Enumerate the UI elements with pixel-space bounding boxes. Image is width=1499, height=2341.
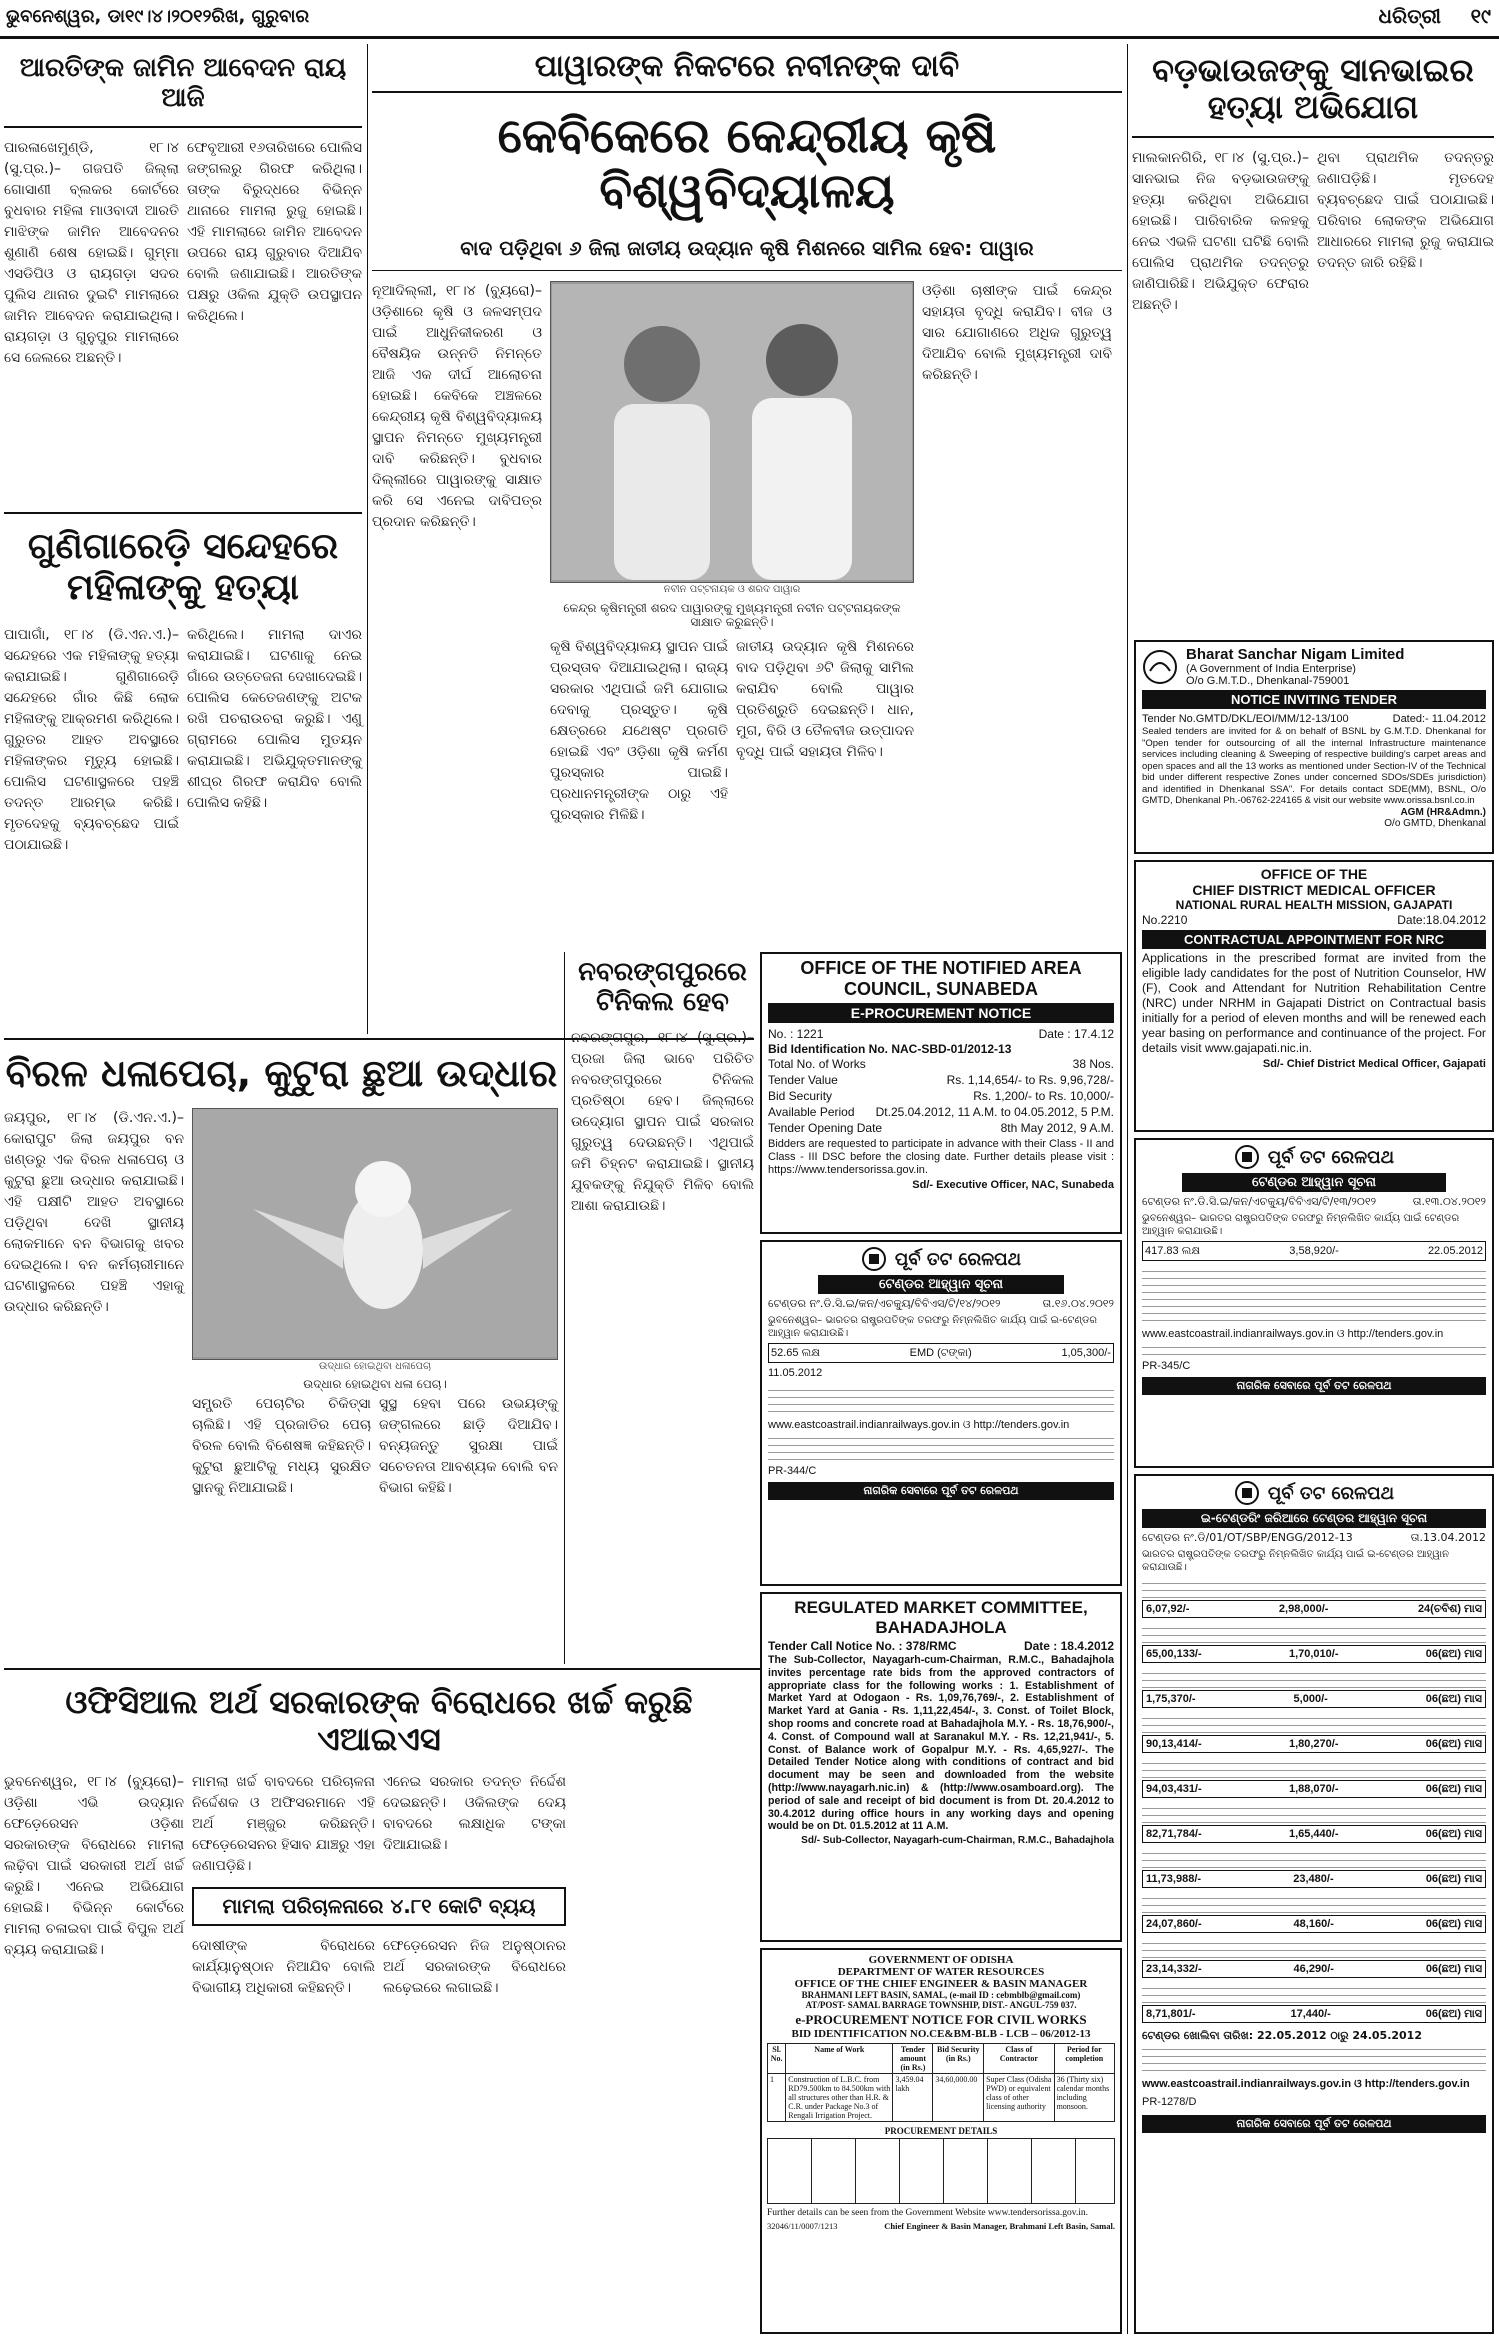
ias-sub-box: ମାମଲା ପରିଚାଳନାରେ ୪.୮୧ କୋଟି ବ୍ୟୟ: [192, 1887, 566, 1926]
story-ias: [4, 1672, 754, 2334]
railway3-subtitle: ଇ-ଟେଣ୍ଡରିଂ ଜରିଆରେ ଟେଣ୍ଡର ଆହ୍ୱାନ ସୂଚନା: [1142, 1509, 1486, 1528]
bsnl-bar: NOTICE INVITING TENDER: [1142, 690, 1486, 709]
railway3-cost: 11,73,988/-: [1146, 1873, 1202, 1885]
water-table-cell: 3,459.04 lakh: [893, 2074, 933, 2122]
railway3-cost: 1,75,370/-: [1146, 1693, 1196, 1705]
railway3-emd: 2,98,000/-: [1278, 1603, 1329, 1615]
railway3-period: 06(ଛଅ) ମାସ: [1425, 2008, 1482, 2020]
railway3-period: 06(ଛଅ) ମାସ: [1425, 1648, 1482, 1660]
nac-row: [768, 1104, 1114, 1120]
railway-logo-icon: [1234, 1480, 1260, 1506]
ias-body-col5: ଫେଡ଼େରେସନ ନିଜ ଅନୁଷ୍ଠାନର ଅର୍ଥ ସରକାରଙ୍କ ବିରୋଧରେ ଲଢ଼େଇରେ ଲଗାଇଛି।: [383, 1937, 571, 1996]
railway1-ref: ଟେଣ୍ଡର ନଂ.ଡି.ସି.ଇ/କନ/ଏଚକ୍ୟୁ/ବିବିଏସ/ଟି/୧୪/୨୦୧୨: [768, 1297, 1001, 1310]
subhead-naveen: ବାଦ ପଡ଼ିଥିବା ୬ ଜିଲା ଜାତୀୟ ଉଦ୍ୟାନ କୃଷି ମିଶନରେ ସାମିଲ ହେବ: ପାୱାର: [372, 233, 1122, 271]
bail-body-col2: ଫେବୃଆରୀ ୧୬ତାରିଖରେ ପୋଲିସ ଜଙ୍ଗଲରୁ ଗିରଫ କରିଥିଲା। ତାଙ୍କ ବିରୁଦ୍ଧରେ ବିଭିନ୍ନ ଥାନାରେ ମାମଲା ରୁଜୁ ହୋଇଛି। ଏହି ମାମଲାରେ ଜାମିନ ଆବେଦନ ଉପରେ ରାୟ ଗୁରୁବାର ଦିଆଯିବ ବୋଲି ଜଣାଯାଇଛି। ଆରତିଙ୍କ ପକ୍ଷରୁ ଓକିଲ ଯୁକ୍ତି ଉପସ୍ଥାପନ କରିଥିଲେ।: [187, 139, 367, 324]
page-header: [0, 0, 1499, 36]
cdmo-date: Date:18.04.2012: [1397, 913, 1486, 927]
ad-bsnl: [1134, 640, 1494, 854]
railway-logo-icon: [861, 1246, 887, 1272]
railway3-row: [1142, 1712, 1486, 1753]
railway3-date: ତା.13.04.2012: [1410, 1531, 1486, 1544]
railway2-cost: 417.83 ଲକ୍ଷ: [1145, 1245, 1201, 1257]
nac-row: [768, 1120, 1114, 1136]
kicker-naveen: ପାୱାରଙ୍କ ନିକଟରେ ନବୀନଙ୍କ ଦାବି: [372, 44, 1122, 93]
nac-title: OFFICE OF THE NOTIFIED AREA COUNCIL, SUNABEDA: [800, 958, 1082, 999]
railway3-footer: ନାଗରିକ ସେବାରେ ପୂର୍ବ ତଟ ରେଳପଥ: [1142, 2115, 1486, 2133]
nac-row-value: Rs. 1,200/- to Rs. 10,000/-: [973, 1089, 1114, 1103]
water-table-header: Tender amount (in Rs.): [893, 2044, 933, 2074]
railway1-title: ପୂର୍ବ ତଟ ରେଳପଥ: [894, 1248, 1022, 1270]
railway3-emd: 17,440/-: [1290, 2008, 1331, 2020]
railway3-row: [1142, 1892, 1486, 1933]
nac-rows: [768, 1056, 1114, 1136]
railway3-emd: 1,70,010/-: [1288, 1648, 1339, 1660]
railway3-site: www.eastcoastrail.indianrailways.gov.in ଓ http://tenders.gov.in: [1142, 2078, 1470, 2090]
rmc-body: The Sub-Collector, Nayagarh-cum-Chairman, R.M.C., Bahadajhola invites percentage rate bids from the approved contractors of appropriate class for the following works : 1. Establishment of Market Yard at Odogaon - Rs. 1,09,76,769/-, 2. Establishment of Market Yard at Gania - Rs. 1,11,22,454/-, 3. Const. of Toilet Block, shop rooms and concrete road at Bahadajhola M.Y. - Rs. 18,76,900/-, 4. Const. of Compound wall at Saranakul M.Y. - Rs. 12,21,941/-, 5. Const. of Balance work of Gopalpur M.Y. - Rs. 4,65,927/-. The Detailed Tender Notice along with conditions of contract and bid document may be seen and downloaded from the website (http://www.nayagarh.nic.in) & (http://www.osamboard.org). The period of sale and receipt of bid document is from Dt. 20.4.2012 to 30.4.2012 during office hours in any working days and opening would be on Dt. 01.5.2012 at 11 A.M.: [768, 1654, 1114, 1833]
nac-bar: E-PROCUREMENT NOTICE: [768, 1003, 1114, 1023]
nac-sign: Sd/- Executive Officer, NAC, Sunabeda: [912, 1179, 1114, 1191]
nac-row-value: Rs. 1,14,654/- to Rs. 9,96,728/-: [946, 1073, 1114, 1087]
railway2-footer: ନାଗରିକ ସେବାରେ ପୂର୍ବ ତଟ ରେଳପଥ: [1142, 1377, 1486, 1395]
railway3-period: 06(ଛଅ) ମାସ: [1425, 1963, 1482, 1975]
guni-body-col2: କରିଥିଲେ। ମାମଲା ଦାଏର କରାଯାଇଛି। ଘଟଣାକୁ ନେଇ ଗାଁରେ ଉତ୍ତେଜନା ଦେଖାଦେଇଛି। ପୋଲିସ କେତେଜଣଙ୍କୁ ଅଟକ ରଖି ପଚରାଉଚରା କରୁଛି। ଏଣୁ ଗ୍ରାମରେ ପୋଲିସ ମୁତୟନ କରାଯାଇଛି। ଅଭିଯୁକ୍ତମାନଙ୍କୁ ଶୀଘ୍ର ଗିରଫ କରାଯିବ ବୋଲି ପୋଲିସ କହିଛି।: [187, 626, 367, 811]
owl-illustration: [193, 1109, 557, 1357]
cdmo-body: Applications in the prescribed format are invited from the eligible lady candidates for the post of Nutrition Counselor, HW (F), Cook and Attendant for Nutrition Rehabilitation Centre (NRC) under NRHM in Gajapati District on Contractual basis initially for a period of eleven months and will be renewed each year basing on performance and continuance of the project. For details visit www.gajapati.nic.in.: [1142, 951, 1486, 1055]
railway3-row: [1142, 1982, 1486, 2023]
railway3-row: [1142, 1757, 1486, 1798]
story-naveen: [372, 44, 1122, 944]
railway3-ref: ଟେଣ୍ଡର ନଂ.ଡି/01/OT/SBP/ENGG/2012-13: [1142, 1531, 1353, 1544]
ad-railway-3: [1134, 1474, 1494, 2334]
bsnl-sign2: O/o GMTD, Dhenkanal: [1384, 817, 1486, 829]
cdmo-bar: CONTRACTUAL APPOINTMENT FOR NRC: [1142, 930, 1486, 949]
bsnl-sub2: O/o G.M.T.D., Dhenkanal-759001: [1186, 675, 1350, 687]
water-table-cell: 1: [768, 2074, 786, 2122]
ad-railway-1: [760, 1240, 1122, 1586]
railway2-code: PR-345/C: [1142, 1360, 1191, 1372]
photo-caption: କେନ୍ଦ୍ର କୃଷିମନ୍ତ୍ରୀ ଶରଦ ପାୱାରଙ୍କୁ ମୁଖ୍ୟମନ୍ତ୍ରୀ ନବୀନ ପଟ୍ଟନାୟକଙ୍କ ସାକ୍ଷାତ କରୁଛନ୍ତି।: [563, 600, 901, 629]
water-l5: AT/POST- SAMAL BARRAGE TOWNSHIP, DIST.- ANGUL-759 037.: [805, 2000, 1077, 2010]
nac-row-key: Bid Security: [768, 1089, 833, 1103]
ad-water: [760, 1948, 1122, 2334]
nac-row: [768, 1088, 1114, 1104]
water-table-header: Class of Contractor: [984, 2044, 1054, 2074]
ad-rmc: [760, 1592, 1122, 1942]
water-table-cell: 36 (Thirty six) calendar months including monsoon.: [1054, 2074, 1114, 2122]
railway1-emd-label: EMD (ଟଙ୍କା): [909, 1347, 972, 1359]
water-details-grid: [767, 2138, 1115, 2204]
water-table-header: Name of Work: [786, 2044, 893, 2074]
story-nabarangpur: [564, 952, 759, 1664]
railway3-emd: 48,160/-: [1293, 1918, 1334, 1930]
railway3-period: 06(ଛଅ) ମାସ: [1425, 1783, 1482, 1795]
bsnl-date: Dated:- 11.04.2012: [1392, 713, 1486, 725]
nac-row-value: 8th May 2012, 9 A.M.: [1000, 1121, 1114, 1135]
naveen-body-col3: ଜାତୀୟ ଉଦ୍ୟାନ କୃଷି ମିଶନରେ ବାଦ ପଡ଼ିଥିବା ୬ଟି ଜିଲାକୁ ସାମିଲ କରାଯିବ ବୋଲି ପାୱାର ପ୍ରତିଶ୍ରୁତି ଦେଇଛନ୍ତି। ଧାନ, ମୁଗ, ବିରି ଓ ତୈଳବୀଜ ଉତ୍ପାଦନ ବୃଦ୍ଧି ପାଇଁ ସହାୟତା ମିଳିବ।: [736, 638, 919, 760]
ad-cdmo: [1134, 860, 1494, 1132]
owl-photo-label: ଉଦ୍ଧାର ହୋଇଥିବା ଧଳାପେଚା: [319, 1360, 431, 1372]
bsnl-body: Sealed tenders are invited for & on behalf of BSNL by G.M.T.D. Dhenkanal for "Open tender for outsourcing of all the internal Infrastructure maintenance services including cleaning & Sweeping of respective building's carpet areas and open spaces and all the 13 works as mentioned under Section-IV of the Technical bid under different respective Zones under concerned SDOs/SDEs jurisdiction) and identified in Dhenkanal SSA". For details contact SDE(MM), BSNL, O/o GMTD, Dhenkanal Ph.-06762-224165 & visit our website www.orissa.bsnl.co.in: [1142, 726, 1486, 806]
story-owl: [4, 1042, 563, 1664]
cdmo-sign: Sd/- Chief District Medical Officer, Gajapati: [1262, 1058, 1486, 1070]
nac-row-key: Total No. of Works: [768, 1057, 866, 1071]
railway3-period: 06(ଛଅ) ମାସ: [1425, 1873, 1482, 1885]
owl-body-col2: ସମ୍ପ୍ରତି ପେଚାଟିର ଚିକିତ୍ସା ଚାଲିଛି। ଏହି ପ୍ରଜାତିର ପେଚା ବିରଳ ବୋଲି ବିଶେଷଜ୍ଞ କହିଛନ୍ତି। କୁଟୁରା ଛୁଆଟିକୁ ମଧ୍ୟ ସୁରକ୍ଷିତ ସ୍ଥାନକୁ ନିଆଯାଇଛି।: [192, 1395, 376, 1496]
railway1-emd: 1,05,300/-: [1061, 1347, 1111, 1359]
railway3-row: [1142, 1622, 1486, 1663]
owl-caption: ଉଦ୍ଧାର ହୋଇଥିବା ଧଳା ପେଚା।: [303, 1376, 447, 1391]
railway3-row: [1142, 1667, 1486, 1708]
nac-row-value: Dt.25.04.2012, 11 A.M. to 04.05.2012, 5 P.M.: [875, 1105, 1114, 1119]
railway3-period: 06(ଛଅ) ମାସ: [1425, 1828, 1482, 1840]
cdmo-l2: CHIEF DISTRICT MEDICAL OFFICER: [1192, 882, 1436, 898]
railway3-rows: [1142, 1577, 1486, 2023]
railway3-cost: 90,13,414/-: [1146, 1738, 1202, 1750]
railway1-cost: 52.65 ଲକ୍ଷ: [771, 1347, 821, 1359]
naveen-body-col1: ନୂଆଦିଲ୍ଲୀ, ୧୮।୪ (ବ୍ୟୁରୋ)– ଓଡ଼ିଶାରେ କୃଷି ଓ ଜଳସମ୍ପଦ ପାଇଁ ଆଧୁନିକୀକରଣ ଓ ବୈଷୟିକ ଉନ୍ନତି ନିମନ୍ତେ ଆଜି ଏକ ଦୀର୍ଘ ଆଲୋଚନା ହୋଇଛି। କେବିକେ ଅଞ୍ଚଳରେ କେନ୍ଦ୍ରୀୟ କୃଷି ବିଶ୍ୱବିଦ୍ୟାଳୟ ସ୍ଥାପନ ନିମନ୍ତେ ମୁଖ୍ୟମନ୍ତ୍ରୀ ଦାବି କରିଛନ୍ତି। ବୁଧବାର ଦିଲ୍ଲୀରେ ପାୱାରଙ୍କୁ ସାକ୍ଷାତ କରି ସେ ଏନେଇ ଦାବିପତ୍ର ପ୍ରଦାନ କରିଛନ୍ତି।: [372, 282, 547, 530]
cdmo-no: No.2210: [1142, 913, 1188, 927]
nac-row: [768, 1056, 1114, 1072]
headline-sister: ବଡ଼ଭାଉଜଙ୍କୁ ସାନଭାଇର ହତ୍ୟା ଅଭିଯୋଗ: [1132, 44, 1494, 138]
water-table-cell: Super Class (Odisha PWD) or equivalent class of other licensing authority: [984, 2074, 1054, 2122]
railway3-emd: 1,65,440/-: [1288, 1828, 1339, 1840]
railway2-body: ଭୁବନେଶ୍ୱର– ଭାରତର ରାଷ୍ଟ୍ରପତିଙ୍କ ତରଫରୁ ନିମ୍ନଲିଖିତ କାର୍ଯ୍ୟ ପାଇଁ ଟେଣ୍ଡର ଆହ୍ୱାନ କରାଯାଉଛି।: [1142, 1213, 1460, 1237]
railway3-row: [1142, 1802, 1486, 1843]
railway3-emd: 23,480/-: [1293, 1873, 1334, 1885]
rmc-sign: Sd/- Sub-Collector, Nayagarh-cum-Chairman, R.M.C., Bahadajhola: [801, 1835, 1114, 1847]
nac-row-key: Available Period: [768, 1105, 855, 1119]
railway3-emd: 1,88,070/-: [1288, 1783, 1339, 1795]
photo-owl: [192, 1108, 558, 1360]
railway3-emd: 5,000/-: [1293, 1693, 1328, 1705]
railway2-site: www.eastcoastrail.indianrailways.gov.in ଓ http://tenders.gov.in: [1142, 1328, 1444, 1340]
railway1-subtitle: ଟେଣ୍ଡର ଆହ୍ୱାନ ସୂଚନା: [818, 1275, 1064, 1294]
headline-owl: ବିରଳ ଧଳାପେଚା, କୁଟୁରା ଛୁଆ ଉଦ୍ଧାର: [5, 1051, 558, 1095]
ad-railway-2: [1134, 1138, 1494, 1468]
railway3-emd: 46,290/-: [1293, 1963, 1334, 1975]
nac-note: Bidders are requested to participate in advance with their Class - II and Class - III DSC before the closing date. Further details please visit : https://www.tendersorissa.gov.in.: [768, 1138, 1114, 1176]
railway3-period: 06(ଛଅ) ମାସ: [1425, 1918, 1482, 1930]
railway3-emd: 1,80,270/-: [1288, 1738, 1339, 1750]
railway-logo-icon: [1234, 1144, 1260, 1170]
railway3-cost: 6,07,92/-: [1146, 1603, 1190, 1615]
nac-no: No. : 1221: [768, 1027, 824, 1041]
water-l2: DEPARTMENT OF WATER RESOURCES: [837, 1966, 1045, 1978]
bsnl-sign1: AGM (HR&Admn.): [1400, 806, 1486, 818]
railway1-body: ଭୁବନେଶ୍ୱର– ଭାରତର ରାଷ୍ଟ୍ରପତିଙ୍କ ତରଫରୁ ନିମ୍ନଲିଖିତ କାର୍ଯ୍ୟ ପାଇଁ ଇ-ଟେଣ୍ଡର ଆହ୍ୱାନ କରାଯାଉଛି।: [768, 1315, 1097, 1339]
bsnl-org: Bharat Sanchar Nigam Limited: [1186, 646, 1405, 663]
ias-body-col1: ଭୁବନେଶ୍ୱର, ୧୮।୪ (ବ୍ୟୁରୋ)– ଓଡ଼ିଶା ଏଭି ଉଦ୍ୟାନ ଫେଡ଼େରେସନ ଓଡ଼ିଶା ସରକାରଙ୍କ ବିରୋଧରେ ମାମଲା ଲଢ଼ିବା ପାଇଁ ସରକାରୀ ଅର୍ଥ ଖର୍ଚ୍ଚ କରୁଛି। ଏନେଇ ଅଭିଯୋଗ ହୋଇଛି। ବିଭିନ୍ନ କୋର୍ଟରେ ମାମଲା ଚଳାଇବା ପାଇଁ ବିପୁଳ ଅର୍ଥ ବ୍ୟୟ କରାଯାଇଛି।: [4, 1773, 189, 1958]
ad-nac: [760, 952, 1122, 1234]
headline-bail: ଆରତିଙ୍କ ଜାମିନ ଆବେଦନ ରାୟ ଆଜି: [4, 44, 362, 128]
cdmo-l1: OFFICE OF THE: [1260, 866, 1368, 882]
railway3-period: 06(ଛଅ) ମାସ: [1425, 1738, 1482, 1750]
railway3-period: 06(ଛଅ) ମାସ: [1425, 1693, 1482, 1705]
water-l3: OFFICE OF THE CHIEF ENGINEER & BASIN MANAGER: [794, 1978, 1088, 1990]
ias-body-col4: ଦୋଷୀଙ୍କ ବିରୋଧରେ କାର୍ଯ୍ୟାନୁଷ୍ଠାନ ନିଆଯିବ ବୋଲି ବିଭାଗୀୟ ଅଧିକାରୀ କହିଛନ୍ତି।: [192, 1937, 380, 1996]
nac-date: Date : 17.4.12: [1038, 1027, 1114, 1041]
water-table-header: Period for completion: [1054, 2044, 1114, 2074]
rmc-title: REGULATED MARKET COMMITTEE, BAHADAJHOLA: [794, 1598, 1088, 1637]
owl-body-col3: ସୁସ୍ଥ ହେବା ପରେ ଉଭୟଙ୍କୁ ଜଙ୍ଗଲରେ ଛାଡ଼ି ଦିଆଯିବ। ବନ୍ୟଜନ୍ତୁ ସୁରକ୍ଷା ପାଇଁ ସଚେତନତା ଆବଶ୍ୟକ ବୋଲି ବନ ବିଭାଗ କହିଛି।: [379, 1395, 563, 1496]
water-l1: GOVERNMENT OF ODISHA: [868, 1954, 1014, 1966]
nac-bid-id: Bid Identification No. NAC-SBD-01/2012-13: [768, 1042, 1012, 1056]
railway2-ref: ଟେଣ୍ଡର ନଂ.ଡି.ସି.ଇ/କନ/ଏଚକ୍ୟୁ/ବିବିଏସ/ଟି/୧୩/୨୦୧୨: [1142, 1195, 1377, 1208]
rmc-date: Date : 18.4.2012: [1023, 1639, 1114, 1653]
railway1-code: PR-344/C: [768, 1465, 817, 1477]
guni-body-col1: ପାପାଗାଁ, ୧୮।୪ (ଡି.ଏନ.ଏ.)– ସନ୍ଦେହରେ ଏକ ମହିଳାଙ୍କୁ ହତ୍ୟା କରାଯାଇଛି। ଗୁଣିଗାରେଡ଼ି ସନ୍ଦେହରେ ଗାଁର କିଛି ଲୋକ ମହିଳାଙ୍କୁ ଆକ୍ରମଣ କରିଥିଲେ। ଗୁରୁତର ଆହତ ଅବସ୍ଥାରେ ମହିଳାଙ୍କର ମୃତ୍ୟୁ ହୋଇଛି। ପୋଲିସ ଘଟଣାସ୍ଥଳରେ ପହଞ୍ଚି ତଦନ୍ତ ଆରମ୍ଭ କରିଛି। ମୃତଦେହକୁ ବ୍ୟବଚ୍ଛେଦ ପାଇଁ ପଠାଯାଇଛି।: [4, 626, 184, 853]
water-footer: Further details can be seen from the Government Website www.tendersorissa.gov.in.: [767, 2208, 1089, 2218]
story-bail: [4, 44, 367, 506]
railway3-cost: 24,07,860/-: [1146, 1918, 1202, 1930]
naveen-body-col4: ଓଡ଼ିଶା ଚାଷୀଙ୍କ ପାଇଁ କେନ୍ଦ୍ର ସହାୟତା ବୃଦ୍ଧି କରାଯିବ। ବୀଜ ଓ ସାର ଯୋଗାଣରେ ଅଧିକ ଗୁରୁତ୍ୱ ଦିଆଯିବ ବୋଲି ମୁଖ୍ୟମନ୍ତ୍ରୀ ଦାବି କରିଛନ୍ତି।: [922, 282, 1117, 383]
water-table-cell: Construction of L.B.C. from RD79.500km to 84.500km with all structures other than H.R. & C.R. under Package No.3 of Rengali Irrigation Project.: [786, 2074, 893, 2122]
water-title: e-PROCUREMENT NOTICE FOR CIVIL WORKS: [795, 2012, 1087, 2027]
railway2-subtitle: ଟେଣ୍ଡର ଆହ୍ୱାନ ସୂଚନା: [1182, 1173, 1446, 1192]
railway3-title: ପୂର୍ବ ତଟ ରେଳପଥ: [1267, 1482, 1395, 1504]
photo-illustration: [552, 284, 912, 580]
dateline: ଭୁବନେଶ୍ୱର, ଡା୧୯।୪।୨୦୧୨ରିଖ, ଗୁରୁବାର: [6, 6, 310, 27]
headline-naveen: କେବିକେରେ କେନ୍ଦ୍ରୀୟ କୃଷି ବିଶ୍ୱବିଦ୍ୟାଳୟ: [497, 107, 997, 219]
nac-row-key: Tender Value: [768, 1073, 838, 1087]
railway3-cost: 23,14,332/-: [1146, 1963, 1202, 1975]
naveen-body-col2: କୃଷି ବିଶ୍ୱବିଦ୍ୟାଳୟ ସ୍ଥାପନ ପାଇଁ ପ୍ରସ୍ତାବ ଦିଆଯାଇଥିଲା। ରାଜ୍ୟ ସରକାର ଏଥିପାଇଁ ଜମି ଯୋଗାଇ ଦେବାକୁ ପ୍ରସ୍ତୁତ। କୃଷି କ୍ଷେତ୍ରରେ ଯଥେଷ୍ଟ ପ୍ରଗତି ହୋଇଛି ଏବଂ ଓଡ଼ିଶା କୃଷି କର୍ମଣ ପୁରସ୍କାର ପାଇଛି। ପ୍ରଧାନମନ୍ତ୍ରୀଙ୍କ ଠାରୁ ଏହି ପୁରସ୍କାର ମିଳିଛି।: [550, 638, 733, 823]
nac-row-value: 38 Nos.: [1072, 1057, 1114, 1071]
bsnl-logo-icon: [1142, 649, 1178, 685]
railway3-intro: ଭାରତର ରାଷ୍ଟ୍ରପତିଙ୍କ ତରଫରୁ ନିମ୍ନଲିଖିତ କାର୍ଯ୍ୟ ପାଇଁ ଇ-ଟେଣ୍ଡର ଆହ୍ୱାନ କରାଯାଉଛି।: [1142, 1549, 1450, 1573]
water-sign: Chief Engineer & Basin Manager, Brahmani Left Basin, Samal.: [884, 2221, 1115, 2231]
railway3-dates: ଟେଣ୍ଡର ଖୋଲିବା ତାରିଖ: 22.05.2012 ଠାରୁ 24.05.2012: [1142, 2029, 1422, 2042]
railway1-site: www.eastcoastrail.indianrailways.gov.in ଓ http://tenders.gov.in: [768, 1419, 1070, 1431]
bail-body-col1: ପାରଳାଖେମୁଣ୍ଡି, ୧୮।୪ (ସୁ.ପ୍ର.)– ଗଜପତି ଜିଲ୍ଲା ଗୋସାଣୀ ବ୍ଲକର କୋର୍ଟରେ ବୁଧବାର ମହିଳା ମାଓବାଦୀ ଆରତି ମାଝିଙ୍କ ଜାମିନ ଆବେଦନର ଶୁଣାଣି ଶେଷ ହୋଇଛି। ଗୁମ୍ମା ଏସଡିପିଓ ଓ ରାୟଗଡ଼ା ସଦର ପୁଲିସ ଥାନାର ଦୁଇଟି ମାମଲାରେ ଜାମିନ ଆବେଦନ କରାଯାଇଥିଲା। ରାୟଗଡ଼ା ଓ ଗୁନୁପୁର ମାମଲାରେ ସେ ଜେଲରେ ଅଛନ୍ତି।: [4, 139, 184, 366]
railway1-date: ତା.୧୬.୦୪.୨୦୧୨: [1042, 1297, 1114, 1310]
railway2-date: ତା.୧୩.୦୪.୨୦୧୨: [1412, 1195, 1486, 1208]
bsnl-ref: Tender No.GMTD/DKL/EOI/MM/12-13/100: [1142, 713, 1349, 725]
bsnl-sub1: (A Government of India Enterprise): [1186, 663, 1356, 675]
photo-naveen-pawar: [550, 281, 914, 583]
water-code: 32046/11/0007/1213: [767, 2221, 838, 2231]
cdmo-l3: NATIONAL RURAL HEALTH MISSION, GAJAPATI: [1175, 898, 1453, 912]
sister-body-col2: ଥିବା ପ୍ରାଥମିକ ତଦନ୍ତରୁ ଜଣାପଡ଼ିଛି। ମୃତଦେହ ବ୍ୟବଚ୍ଛେଦ ପାଇଁ ପଠାଯାଇଛି। ପରିବାର ଲୋକଙ୍କ ଅଭିଯୋଗ ଆଧାରରେ ମାମଲା ରୁଜୁ କରାଯାଇ ତଦନ୍ତ ଜାରି ରହିଛି।: [1317, 149, 1499, 271]
railway3-cost: 65,00,133/-: [1146, 1648, 1202, 1660]
water-details-title: PROCUREMENT DETAILS: [884, 2126, 998, 2136]
water-table-header: Sl. No.: [768, 2044, 786, 2074]
railway2-opening: 22.05.2012: [1427, 1245, 1483, 1257]
sister-body-col1: ମାଲକାନଗିରି, ୧୮।୪ (ସୁ.ପ୍ର.)– ସାନଭାଇ ନିଜ ବଡ଼ଭାଉଜଙ୍କୁ ହତ୍ୟା କରିଥିବା ଅଭିଯୋଗ ହୋଇଛି। ପାରିବାରିକ କଳହକୁ ନେଇ ଏଭଳି ଘଟଣା ଘଟିଛି ବୋଲି ପୋଲିସ ପ୍ରାଥମିକ ତଦନ୍ତରୁ ଜାଣିପାରିଛି। ଅଭିଯୁକ୍ତ ଫେରାର ଅଛନ୍ତି।: [1132, 149, 1314, 313]
headline-ias: ଓଫିସିଆଲ ଅର୍ଥ ସରକାରଙ୍କ ବିରୋଧରେ ଖର୍ଚ୍ଚ କରୁଛି ଏଆଇଏସ: [65, 1683, 693, 1758]
rmc-notice-no: Tender Call Notice No. : 378/RMC: [768, 1639, 957, 1653]
railway1-opening: 11.05.2012: [768, 1367, 823, 1379]
railway3-row: [1142, 1847, 1486, 1888]
railway3-cost: 94,03,431/-: [1146, 1783, 1202, 1795]
water-table: [767, 2043, 1115, 2122]
railway3-code: PR-1278/D: [1142, 2096, 1197, 2108]
railway3-row: [1142, 1937, 1486, 1978]
water-l4: BRAHMANI LEFT BASIN, SAMAL, (e-mail ID : cebmblb@gmail.com): [801, 1990, 1081, 2000]
headline-nabarangpur: ନବରଙ୍ଗପୁରରେ ଟିନିକଲ ହେବ: [578, 957, 747, 1017]
railway2-title: ପୂର୍ବ ତଟ ରେଳପଥ: [1267, 1146, 1395, 1168]
water-table-cell: 34,60,000.00: [933, 2074, 984, 2122]
railway3-row: [1142, 1577, 1486, 1618]
railway3-period: 24(ଚବିଶ) ମାସ: [1417, 1603, 1482, 1615]
water-table-header: Bid Security (in Rs.): [933, 2044, 984, 2074]
photo-label: ନବୀନ ପଟ୍ଟନାୟକ ଓ ଶରଦ ପାୱାର: [663, 583, 801, 595]
story-guni: [4, 512, 367, 1032]
page-number: ୧୯: [1470, 4, 1491, 28]
railway3-cost: 82,71,784/-: [1146, 1828, 1202, 1840]
railway3-cost: 8,71,801/-: [1146, 2008, 1196, 2020]
story-sister: [1132, 44, 1499, 634]
water-bid-id: BID IDENTIFICATION NO.CE&BM-BLB - LCB – 06/2012-13: [791, 2028, 1091, 2040]
ias-body-col2: ମାମଲା ଖର୍ଚ୍ଚ ବାବଦରେ ପରିଚାଳନା ନିର୍ଦ୍ଦେଶକ ଓ ଅଫିସରମାନେ ଏହି ଅର୍ଥ ମଞ୍ଜୁର କରିଛନ୍ତି। ଫେଡ଼େରେସନର ହିସାବ ଯାଞ୍ଚରୁ ଏହା ଜଣାପଡ଼ିଛି।: [192, 1773, 380, 1874]
owl-body-col1: ଜୟପୁର, ୧୮।୪ (ଡି.ଏନ.ଏ.)– କୋରାପୁଟ ଜିଲା ଜୟପୁର ବନ ଖଣ୍ଡରୁ ଏକ ବିରଳ ଧଳାପେଚା ଓ କୁଟୁରା ଛୁଆ ଉଦ୍ଧାର କରାଯାଇଛି। ଏହି ପକ୍ଷୀଟି ଆହତ ଅବସ୍ଥାରେ ପଡ଼ିଥିବା ଦେଖି ସ୍ଥାନୀୟ ଲୋକମାନେ ବନ ବିଭାଗକୁ ଖବର ଦେଇଥିଲେ। ବନ କର୍ମଚାରୀମାନେ ଘଟଣାସ୍ଥଳରେ ପହଞ୍ଚି ଏହାକୁ ଉଦ୍ଧାର କରିଛନ୍ତି।: [4, 1109, 189, 1315]
ias-body-col3: ଏନେଇ ସରକାର ତଦନ୍ତ ନିର୍ଦ୍ଦେଶ ଦେଇଛନ୍ତି। ଓକିଲଙ୍କ ଦେୟ ବାବଦରେ ଲକ୍ଷାଧିକ ଟଙ୍କା ଦିଆଯାଇଛି।: [383, 1773, 571, 1853]
headline-guni: ଗୁଣିଗାରେଡ଼ି ସନ୍ଦେହରେ ମହିଳାଙ୍କୁ ହତ୍ୟା: [27, 526, 339, 609]
newspaper-brand: ଧରିତ୍ରୀ: [1378, 4, 1441, 28]
railway1-footer: ନାଗରିକ ସେବାରେ ପୂର୍ବ ତଟ ରେଳପଥ: [768, 1482, 1114, 1500]
railway2-emd: 3,58,920/-: [1289, 1245, 1339, 1257]
nac-row: [768, 1072, 1114, 1088]
nac-row-key: Tender Opening Date: [768, 1121, 883, 1135]
nabarangpur-body: ନବରଙ୍ଗପୁର, ୧୮।୪ (ସୁ.ପ୍ର.)– ପ୍ରଜା ଜିଲା ଭାବେ ପରିଚିତ ନବରଙ୍ଗପୁରରେ ଟିନିକଲ ପ୍ରତିଷ୍ଠା ହେବ। ଜିଲ୍ଲାରେ ଉଦ୍ୟୋଗ ସ୍ଥାପନ ପାଇଁ ସରକାର ଗୁରୁତ୍ୱ ଦେଉଛନ୍ତି। ଏଥିପାଇଁ ଜମି ଚିହ୍ନଟ କରାଯାଇଛି। ସ୍ଥାନୀୟ ଯୁବକଙ୍କୁ ନିଯୁକ୍ତି ମିଳିବ ବୋଲି ଆଶା କରାଯାଉଛି।: [571, 1029, 759, 1214]
